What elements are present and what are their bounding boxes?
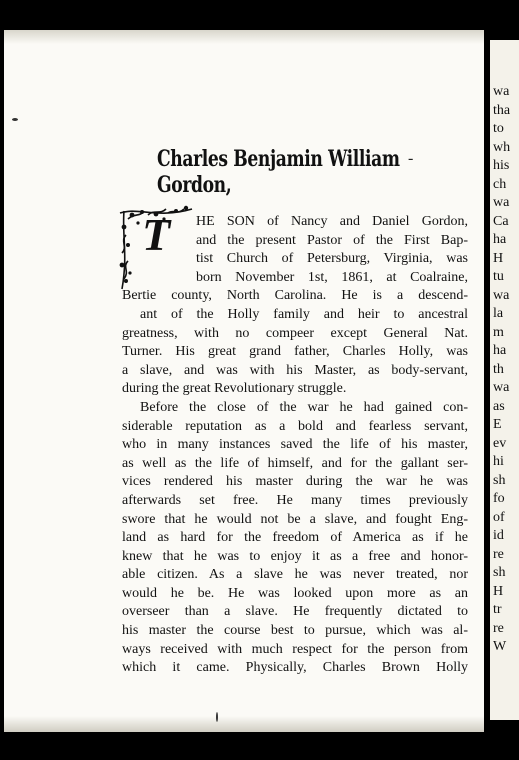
facing-page-fragment: tu bbox=[493, 269, 504, 284]
facing-page-fragment: wa bbox=[493, 195, 510, 210]
text-line: would he be. He was looked upon more as an bbox=[122, 585, 468, 601]
facing-page-fragment: wa bbox=[493, 287, 510, 303]
facing-page-fragment: wa bbox=[493, 380, 510, 395]
text-line: siderable reputation as a bold and fearless servant, bbox=[122, 418, 468, 434]
facing-page-fragment: H bbox=[493, 583, 504, 599]
text-line: which it came. Physically, Charles Brown Holly bbox=[122, 660, 468, 676]
facing-page-fragment: E bbox=[493, 417, 502, 432]
text-line: knew that he was to enjoy it as a free and honor- bbox=[122, 548, 468, 564]
text-line: his master the course best to pursue, which was al- bbox=[122, 623, 468, 639]
facing-page-fragment: wa bbox=[493, 84, 510, 99]
facing-page-fragment: his bbox=[493, 158, 510, 173]
text-line: and the present Pastor of the First Bap- bbox=[196, 232, 468, 248]
text-line: Before the close of the war he had gained con- bbox=[140, 399, 468, 415]
text-line: overseer than a slave. He frequently dictated to bbox=[122, 604, 468, 620]
facing-page-fragment: W bbox=[493, 639, 507, 654]
facing-page-fragment: re bbox=[493, 620, 504, 636]
text-line: Turner. His great grand father, Charles Holly, was bbox=[122, 344, 468, 360]
facing-page-fragment: of bbox=[493, 509, 505, 525]
text-line: swore that he would not be a slave, and fought Eng- bbox=[122, 511, 468, 527]
scan-speck bbox=[12, 118, 18, 121]
facing-page-fragment: wh bbox=[493, 139, 511, 155]
text-line: able citizen. As a slave he was never treated, nor bbox=[122, 567, 468, 583]
facing-page-fragment: ha bbox=[493, 343, 507, 358]
facing-page-fragment: re bbox=[493, 546, 504, 562]
text-line: Bertie county, North Carolina. He is a descend- bbox=[122, 288, 468, 304]
facing-page-fragment: id bbox=[493, 528, 504, 543]
facing-page-fragment: tha bbox=[493, 102, 511, 118]
text-line: HE SON of Nancy and Daniel Gordon, bbox=[196, 214, 468, 229]
text-line: vices rendered his master during the war he was bbox=[122, 474, 468, 490]
text-line: ant of the Holly family and heir to ancestral bbox=[140, 306, 468, 322]
facing-page-fragment: to bbox=[493, 121, 504, 136]
text-line: ways received with much respect for the person from bbox=[122, 641, 468, 657]
facing-page-fragment: fo bbox=[493, 491, 505, 506]
facing-page-fragment: la bbox=[493, 306, 504, 321]
facing-page-fragment: ch bbox=[493, 176, 507, 192]
title-dash-mark: - bbox=[408, 150, 414, 167]
facing-page-fragment: ev bbox=[493, 435, 507, 451]
text-line: tist Church of Petersburg, Virginia, was bbox=[196, 251, 468, 267]
drop-cap-letter: T bbox=[142, 209, 171, 260]
page-body-text bbox=[122, 209, 468, 678]
facing-page-fragment: Ca bbox=[493, 213, 509, 229]
facing-page-fragment: hi bbox=[493, 454, 504, 469]
facing-page-fragment: sh bbox=[493, 472, 506, 488]
text-line: who in many instances saved the life of his master, bbox=[122, 437, 468, 453]
text-line: as well as the life of himself, and for the gallant ser- bbox=[122, 455, 468, 471]
page-bottom-edge bbox=[4, 716, 484, 732]
facing-page-fragment: sh bbox=[493, 565, 506, 580]
facing-page-fragment: as bbox=[493, 398, 505, 414]
chapter-title: Charles Benjamin William Gordon, bbox=[157, 146, 400, 198]
facing-page-fragment: m bbox=[493, 324, 504, 340]
text-line: land as hard for the freedom of America as if he bbox=[122, 530, 468, 546]
text-line: afterwards set free. He many times previously bbox=[122, 492, 468, 508]
facing-page-fragment: tr bbox=[493, 602, 502, 617]
text-line: during the great Revolutionary struggle. bbox=[122, 381, 347, 397]
facing-page-fragment: H bbox=[493, 250, 504, 266]
scan-speck bbox=[216, 712, 218, 722]
facing-page bbox=[490, 40, 519, 720]
facing-page-fragment: ha bbox=[493, 232, 507, 247]
page-top-edge bbox=[4, 30, 484, 44]
facing-page-fragment: th bbox=[493, 361, 504, 377]
text-line: a slave, and was with his Master, as body-servant, bbox=[122, 362, 468, 378]
text-line: greatness, with no compeer except General Nat. bbox=[122, 325, 468, 341]
text-line: born November 1st, 1861, at Coalraine, bbox=[196, 269, 468, 285]
